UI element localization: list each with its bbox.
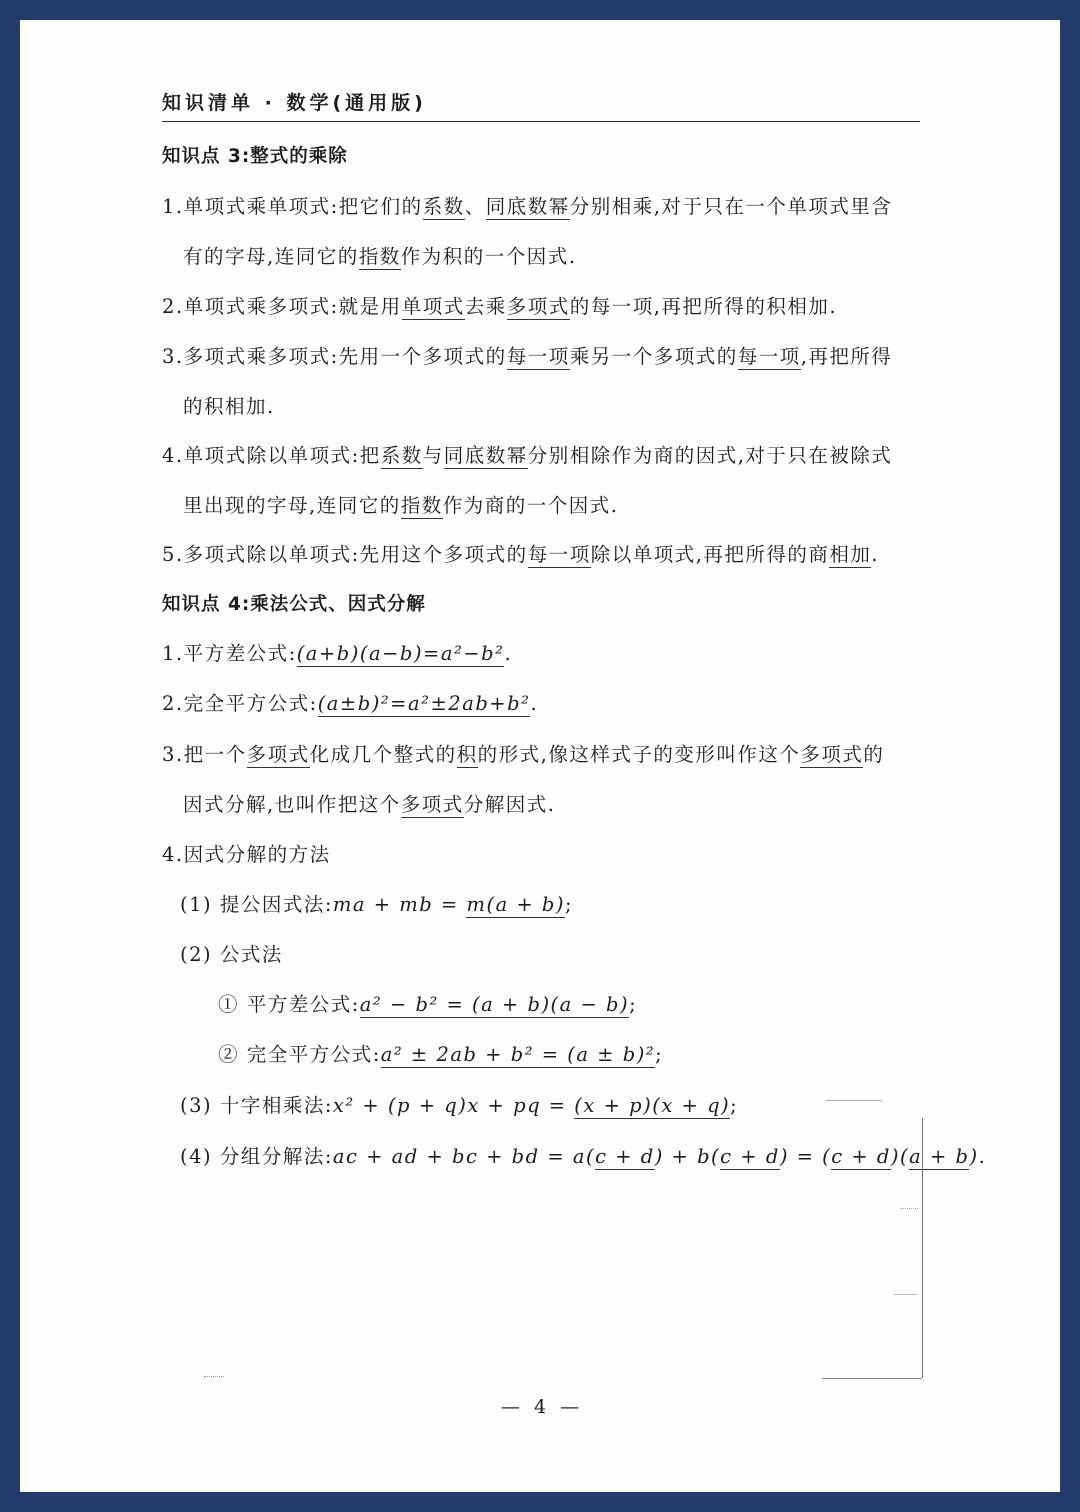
method-common-factor: (1) 提公因式法:ma + mb = m(a + b);: [180, 893, 574, 916]
answer-blank: 单项式: [401, 295, 465, 318]
answer-blank: a² − b² = (a + b)(a − b): [359, 993, 630, 1016]
scan-edge-mark: [822, 1378, 922, 1379]
answer-blank: c + d: [595, 1145, 655, 1168]
answer-blank: 指数: [400, 494, 443, 517]
answer-blank: 多项式: [246, 743, 310, 766]
answer-blank: 每一项: [527, 543, 591, 566]
formula-method-difference-of-squares: ① 平方差公式:a² − b² = (a + b)(a − b);: [218, 993, 638, 1016]
answer-blank: 系数: [422, 195, 465, 218]
answer-blank: 多项式: [400, 793, 464, 816]
item-3-5: 5.多项式除以单项式:先用这个多项式的每一项除以单项式,再把所得的商相加.: [162, 543, 880, 566]
scan-edge-mark: [922, 1118, 923, 1378]
answer-blank: m(a + b): [466, 893, 566, 916]
scan-edge-mark: [826, 1100, 882, 1101]
item-3-1-line-1: 1.单项式乘单项式:把它们的系数、同底数幂分别相乘,对于只在一个单项式里含: [162, 195, 893, 218]
item-3-3-line-2: 的积相加.: [183, 395, 275, 418]
section-4-title: 知识点 4:乘法公式、因式分解: [162, 594, 426, 615]
item-4-2: 2.完全平方公式:(a±b)²=a²±2ab+b².: [162, 692, 539, 715]
answer-blank: 系数: [380, 444, 423, 467]
page-number: — 4 —: [500, 1396, 580, 1418]
document-page: [20, 20, 1060, 1492]
formula-method-perfect-square: ② 完全平方公式:a² ± 2ab + b² = (a ± b)²;: [218, 1043, 664, 1066]
running-header: 知识清单 · 数学(通用版): [162, 92, 427, 114]
scan-edge-mark: [204, 1376, 224, 1377]
answer-blank: 每一项: [506, 345, 570, 368]
answer-blank: (x + p)(x + q): [574, 1094, 731, 1117]
item-4-4: 4.因式分解的方法: [162, 843, 331, 866]
scan-edge-mark: [894, 1294, 918, 1295]
scan-edge-mark: [900, 1208, 918, 1209]
item-4-3-line-1: 3.把一个多项式化成几个整式的积的形式,像这样式子的变形叫作这个多项式的: [162, 743, 885, 766]
answer-blank: 相加: [829, 543, 872, 566]
answer-blank: 同底数幂: [485, 195, 570, 218]
answer-blank: c + d: [831, 1145, 891, 1168]
formula-difference-of-squares: (a+b)(a−b)=a²−b²: [296, 642, 505, 665]
answer-blank: 多项式: [800, 743, 864, 766]
item-4-3-line-2: 因式分解,也叫作把这个多项式分解因式.: [183, 793, 556, 816]
section-3-title: 知识点 3:整式的乘除: [162, 146, 348, 167]
answer-blank: 每一项: [737, 345, 801, 368]
answer-blank: c + d: [720, 1145, 780, 1168]
item-3-2: 2.单项式乘多项式:就是用单项式去乘多项式的每一项,再把所得的积相加.: [162, 295, 838, 318]
item-3-1-line-2: 有的字母,连同它的指数作为积的一个因式.: [183, 245, 577, 268]
item-3-3-line-1: 3.多项式乘多项式:先用一个多项式的每一项乘另一个多项式的每一项,再把所得: [162, 345, 893, 368]
item-4-1: 1.平方差公式:(a+b)(a−b)=a²−b².: [162, 642, 513, 665]
answer-blank: 多项式: [506, 295, 570, 318]
item-3-4-line-1: 4.单项式除以单项式:把系数与同底数幂分别相除作为商的因式,对于只在被除式: [162, 444, 893, 467]
answer-blank: 积: [456, 743, 478, 766]
header-rule: [162, 121, 920, 122]
item-3-4-line-2: 里出现的字母,连同它的指数作为商的一个因式.: [183, 494, 619, 517]
answer-blank: 同底数幂: [443, 444, 528, 467]
method-cross-multiplication: (3) 十字相乘法:x² + (p + q)x + pq = (x + p)(x + q);: [180, 1094, 739, 1117]
answer-blank: a² ± 2ab + b² = (a ± b)²: [380, 1043, 656, 1066]
formula-perfect-square: (a±b)²=a²±2ab+b²: [317, 692, 531, 715]
answer-blank: 指数: [358, 245, 401, 268]
method-formula: (2) 公式法: [180, 943, 283, 966]
answer-blank: a + b: [909, 1145, 970, 1168]
method-grouping: (4) 分组分解法:ac + ad + bc + bd = a(c + d) + b(c + d) = (c + d)(a + b).: [180, 1145, 987, 1168]
